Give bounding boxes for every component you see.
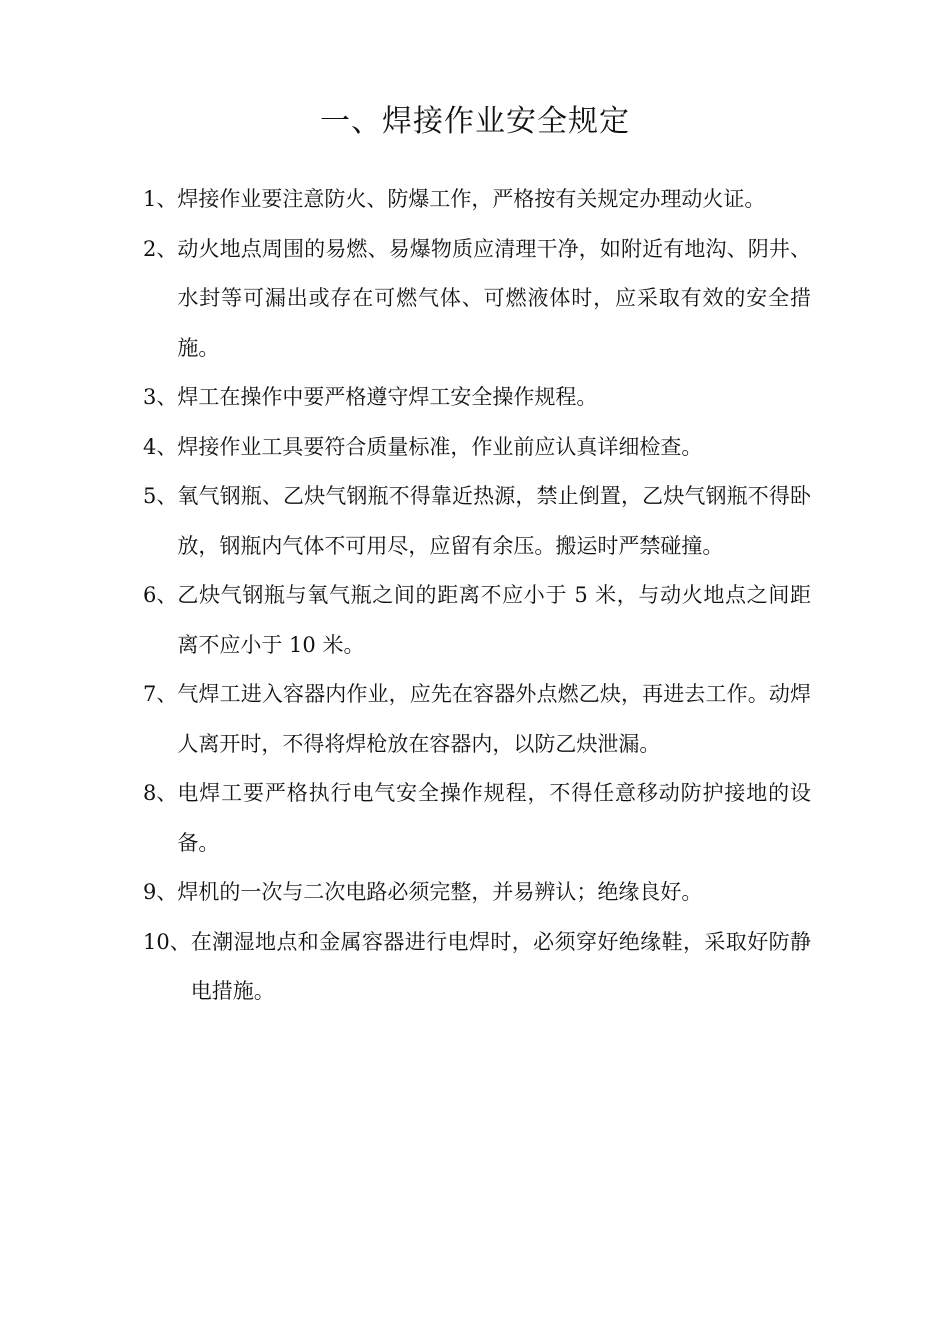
rule-number: 2、: [143, 236, 178, 261]
rule-text: 焊机的一次与二次电路必须完整，并易辨认；绝缘良好。: [177, 880, 703, 904]
rule-item: [143, 868, 811, 918]
rule-item: [143, 670, 811, 769]
rule-text: 气焊工进入容器内作业，应先在容器外点燃乙炔，再进去工作。动焊人离开时，不得将焊枪放在容器内，以防乙炔泄漏。: [177, 682, 811, 756]
rule-item: [143, 373, 811, 423]
rule-item: [143, 225, 811, 374]
rule-item: [143, 769, 811, 868]
rule-text: 动火地点周围的易燃、易爆物质应清理干净，如附近有地沟、阴井、水封等可漏出或存在可燃气体、可燃液体时，应采取有效的安全措施。: [177, 236, 811, 360]
rule-text: 焊接作业工具要符合质量标准，作业前应认真详细检查。: [177, 434, 703, 459]
rule-item: [143, 472, 811, 571]
rule-item: [143, 423, 811, 473]
rule-item: [143, 175, 811, 225]
rule-number: 10、: [143, 929, 191, 954]
rule-text: 氧气钢瓶、乙炔气钢瓶不得靠近热源，禁止倒置，乙炔气钢瓶不得卧放，钢瓶内气体不可用尽，应留有余压。搬运时严禁碰撞。: [177, 484, 811, 558]
rule-number: 6、: [143, 583, 178, 607]
rule-number: 3、: [143, 385, 178, 409]
rule-item: [143, 571, 811, 670]
rule-text: 焊接作业要注意防火、防爆工作，严格按有关规定办理动火证。: [177, 187, 766, 211]
rule-text: 焊工在操作中要严格遵守焊工安全操作规程。: [177, 385, 598, 409]
rule-number: 5、: [143, 484, 178, 508]
rule-text: 在潮湿地点和金属容器进行电焊时，必须穿好绝缘鞋，采取好防静电措施。: [190, 929, 811, 1003]
rule-number: 1、: [143, 187, 178, 211]
rule-text: 乙炔气钢瓶与氧气瓶之间的距离不应小于 5 米，与动火地点之间距离不应小于 10 米。: [177, 583, 811, 657]
rule-number: 4、: [143, 434, 178, 459]
rule-number: 7、: [143, 682, 178, 706]
rule-number: 9、: [143, 880, 178, 904]
document-title: 一、焊接作业安全规定: [320, 104, 630, 139]
rules-list: [143, 175, 811, 1017]
rule-text: 电焊工要严格执行电气安全操作规程，不得任意移动防护接地的设备。: [177, 781, 811, 855]
rule-number: 8、: [143, 781, 178, 805]
rule-item: [143, 918, 811, 1017]
